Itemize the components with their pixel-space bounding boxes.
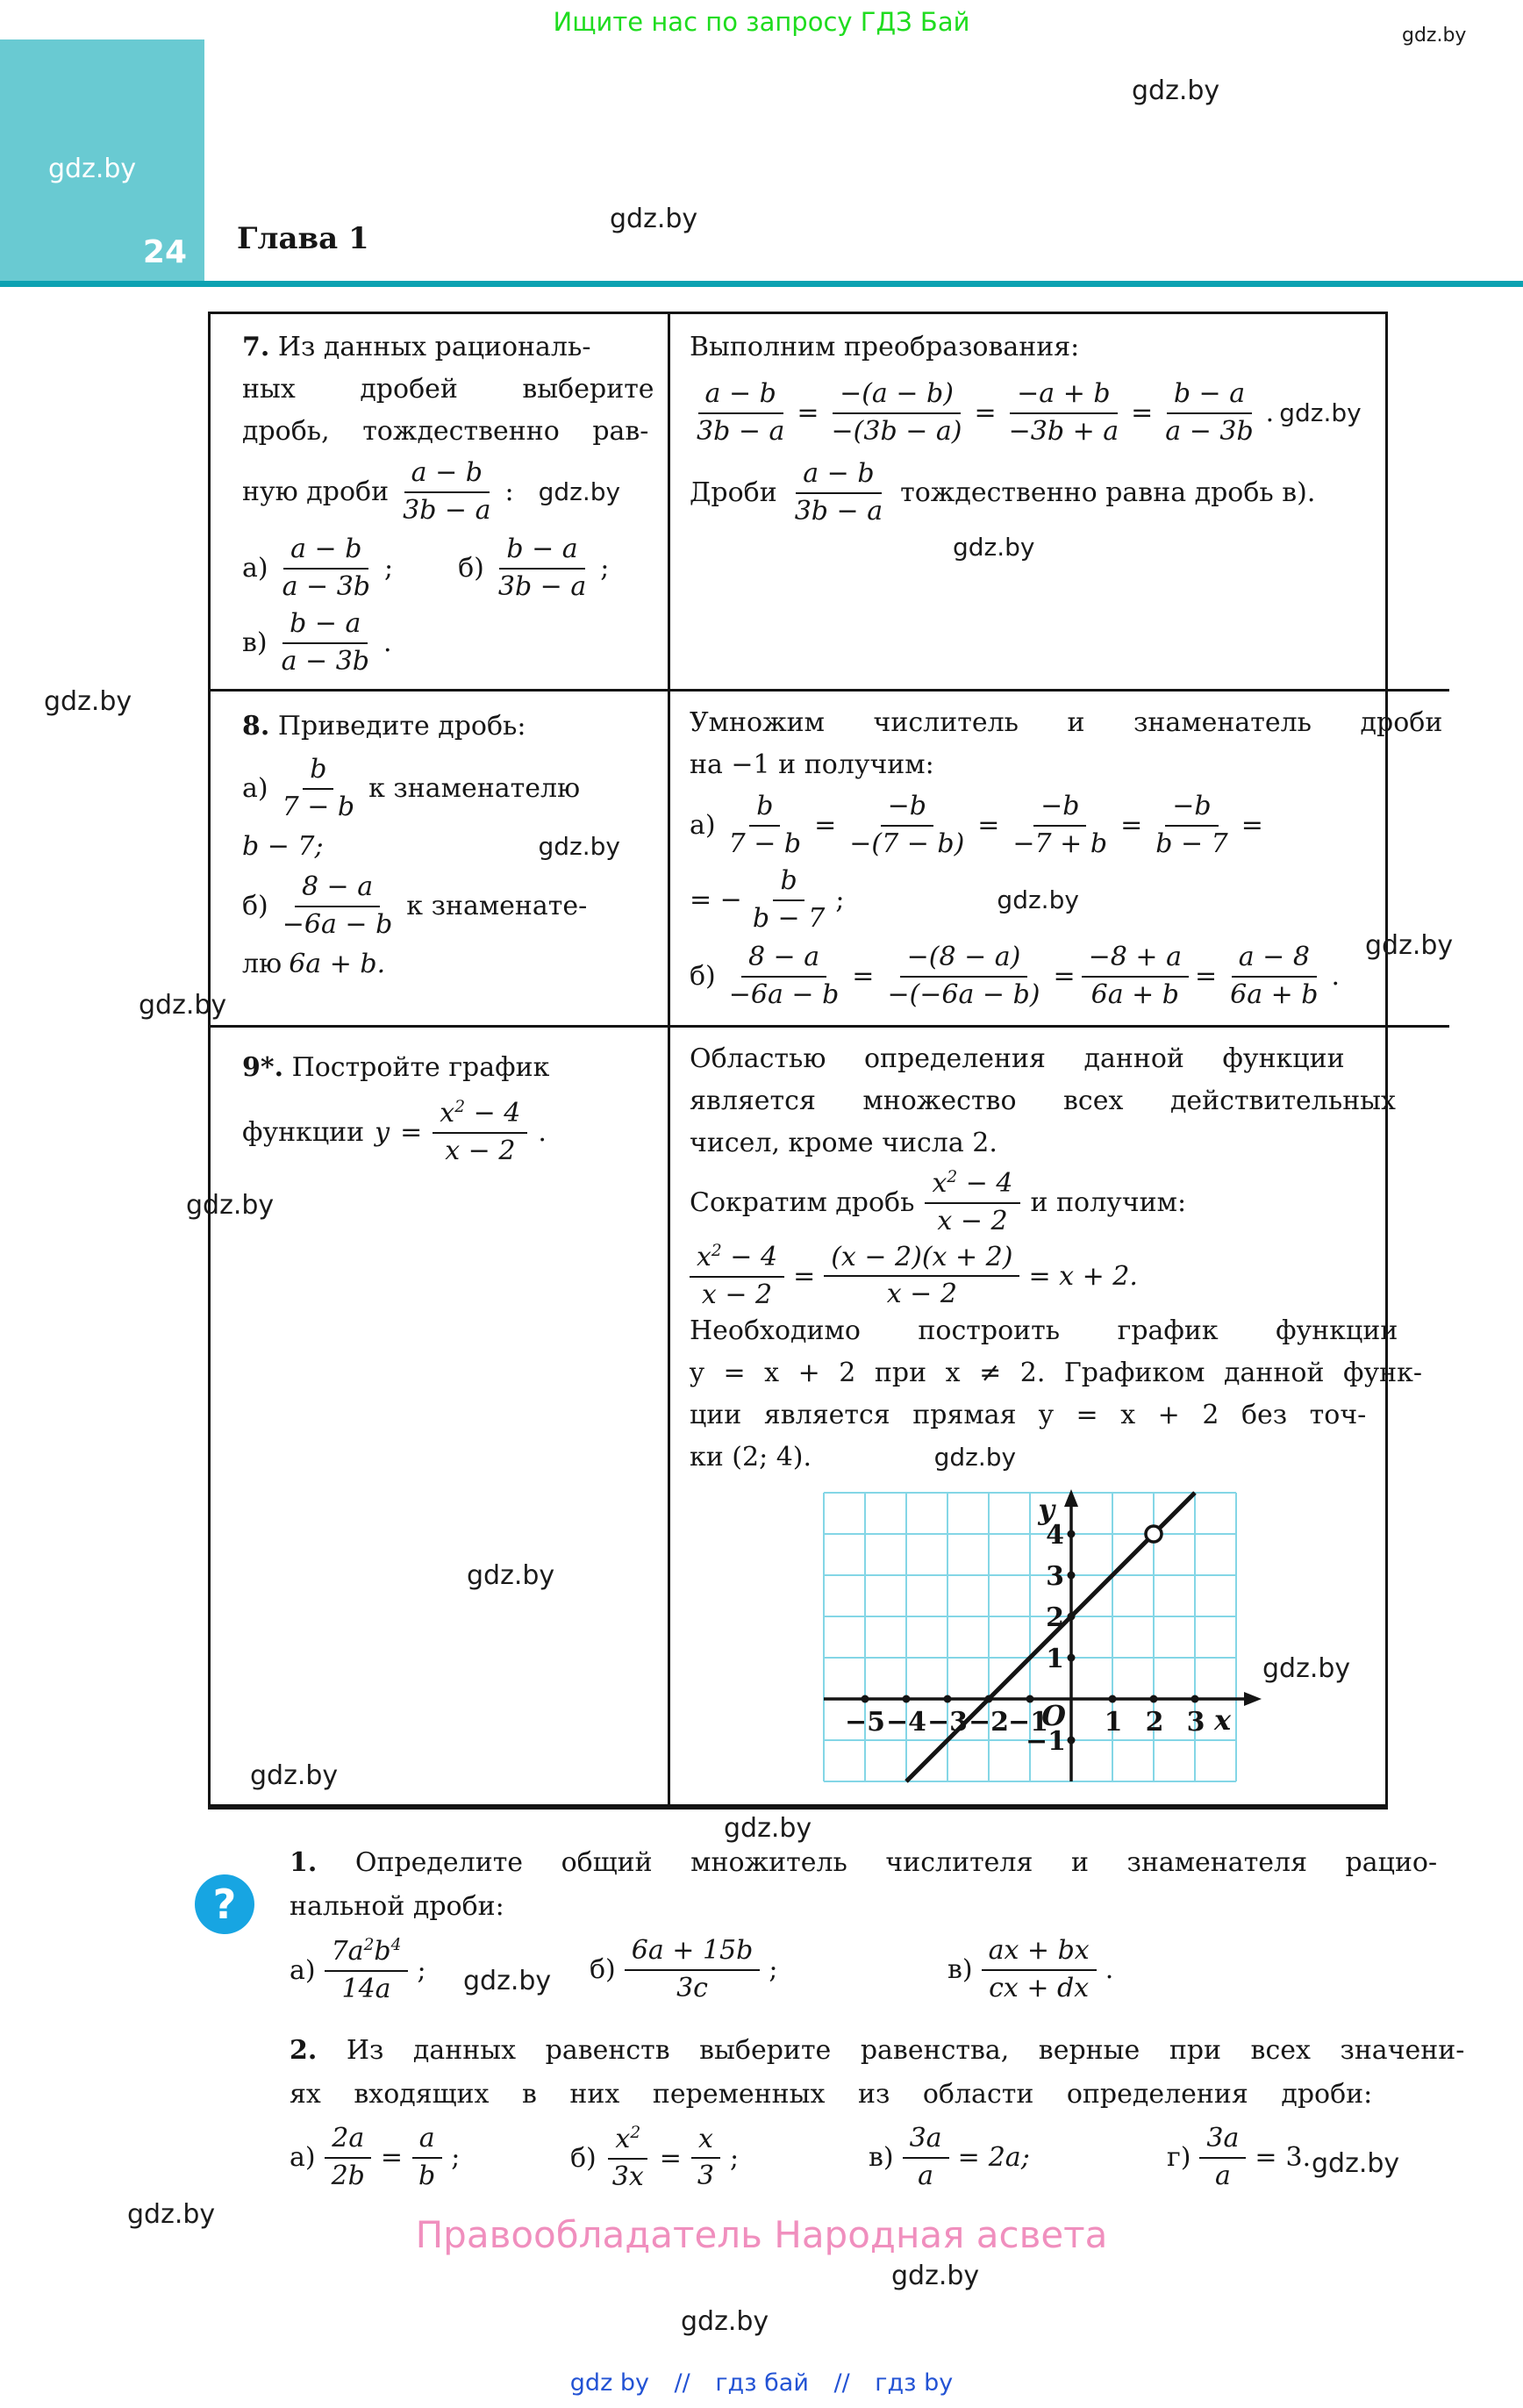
gdz-watermark: gdz.by bbox=[997, 885, 1079, 914]
question-mark-icon: ? bbox=[195, 1874, 254, 1934]
fraction: b − a a − 3b bbox=[281, 608, 369, 677]
gdz-watermark: gdz.by bbox=[139, 990, 227, 1021]
gdz-watermark: gdz.by bbox=[538, 477, 621, 506]
problem-number: 7. bbox=[242, 332, 270, 362]
fraction: $\frac{3a}{a}$ bbox=[1199, 2124, 1246, 2191]
equals-sign: = bbox=[1053, 961, 1076, 992]
fraction: a − b 3b − a bbox=[403, 457, 491, 526]
solution-text: Областью определения данной функции bbox=[690, 1043, 1345, 1074]
question-2-items bbox=[290, 2124, 1404, 2225]
x-tick-label: 3 bbox=[1186, 1707, 1205, 1738]
x-tick-label: 2 bbox=[1145, 1707, 1164, 1738]
footer-links bbox=[0, 2369, 1523, 2397]
top-banner: Ищите нас по запросу ГДЗ Бай bbox=[553, 7, 970, 37]
x-tick-label: −5 bbox=[844, 1707, 886, 1738]
option-label: в) bbox=[242, 627, 268, 658]
gdz-watermark: gdz.by bbox=[933, 1443, 1017, 1472]
y-tick-label: 4 bbox=[1046, 1520, 1064, 1551]
solution-text: Сократим дробь bbox=[690, 1186, 915, 1218]
gdz-watermark: gdz.by bbox=[463, 1966, 552, 1996]
fraction: 8 − a −6a − b bbox=[282, 871, 393, 940]
function-graph bbox=[821, 1487, 1264, 1790]
question-item bbox=[590, 1936, 777, 2003]
gdz-watermark: gdz.by bbox=[127, 2199, 216, 2230]
fraction: $\frac{-b}{b - 7}$ bbox=[1155, 791, 1228, 859]
option-label: а) bbox=[242, 553, 268, 584]
gdz-watermark: gdz.by bbox=[1312, 2148, 1400, 2179]
solution-text: является множество всех действительных bbox=[690, 1086, 1396, 1116]
equals-sign: = bbox=[977, 810, 1000, 841]
gdz-watermark: gdz.by bbox=[48, 154, 137, 184]
punctuation: ; bbox=[451, 2142, 461, 2173]
math-text: 6a + b. bbox=[289, 949, 386, 979]
question-item bbox=[869, 2124, 1030, 2191]
x-axis-arrow bbox=[1244, 1692, 1262, 1706]
fraction: 6a + 15b 3c bbox=[625, 1936, 761, 2003]
solution-text: и получим: bbox=[1030, 1186, 1187, 1218]
gdz-watermark: gdz.by bbox=[953, 533, 1035, 562]
solution-text: Умножим числитель и знаменатель дроби bbox=[690, 707, 1443, 738]
option-label: б) bbox=[570, 2142, 597, 2174]
option-label: а) bbox=[290, 1954, 316, 1986]
page-sidebar bbox=[0, 39, 204, 281]
fraction: $\frac{a - 8}{6a + b}$ bbox=[1230, 942, 1319, 1010]
y-tick-label: 3 bbox=[1046, 1561, 1064, 1592]
question-item bbox=[1167, 2124, 1311, 2191]
equals-sign: = bbox=[852, 961, 875, 992]
question-item bbox=[290, 1936, 426, 2004]
fraction: $\frac{8 - a}{-6a - b}$ bbox=[728, 942, 840, 1010]
header-rule bbox=[0, 281, 1523, 287]
gdz-watermark: gdz.by bbox=[724, 1813, 812, 1844]
y-tick-label: −1 bbox=[1025, 1726, 1066, 1757]
option-label: г) bbox=[1167, 2142, 1191, 2173]
fraction: $\frac{a - b}{3b - a}$ bbox=[697, 378, 785, 447]
question-text: Определите общий множитель числителя и знаменателя рацио- bbox=[354, 1847, 1438, 1878]
option-label: а) bbox=[290, 2142, 316, 2173]
gdz-watermark: gdz.by bbox=[1365, 930, 1454, 961]
solution-text: = − bbox=[690, 885, 742, 915]
fraction: $\frac{-8 + a}{6a + b}$ bbox=[1082, 942, 1189, 1010]
problem-number: 9*. bbox=[242, 1052, 284, 1083]
y-tick-label: 1 bbox=[1046, 1644, 1064, 1674]
fraction: a − b 3b − a bbox=[794, 458, 883, 527]
solution-7-cell bbox=[670, 314, 1449, 692]
chapter-title: Глава 1 bbox=[237, 221, 369, 256]
gdz-watermark: gdz.by bbox=[1132, 75, 1220, 106]
fraction: $\frac{x^2 - 4}{x - 2}$ bbox=[433, 1098, 527, 1166]
x-tick-label: −4 bbox=[885, 1707, 927, 1738]
solution-text: Дроби bbox=[690, 477, 777, 508]
x-tick-label: 1 bbox=[1104, 1707, 1123, 1738]
fraction: $\frac{b}{b - 7}$ bbox=[752, 865, 826, 934]
question-number: 1. bbox=[290, 1847, 318, 1878]
solution-text: ки (2; 4). bbox=[690, 1442, 812, 1473]
solution-text: ции является прямая y = x + 2 без точ- bbox=[690, 1400, 1367, 1430]
option-label: в) bbox=[869, 2142, 894, 2173]
question-2 bbox=[290, 2029, 1465, 2225]
equals-sign: = bbox=[797, 398, 819, 428]
fraction-numerator: $x^2 - 4$ bbox=[690, 1242, 784, 1278]
fraction-numerator: $7a^2b^4$ bbox=[325, 1936, 409, 1972]
fraction: $\frac{2a}{2b}$ bbox=[325, 2124, 372, 2191]
question-item bbox=[947, 1936, 1113, 2003]
fraction: $x^2 - 4$ x − 2 bbox=[925, 1168, 1019, 1236]
footer-separator: // bbox=[833, 2369, 850, 2397]
question-text: ях входящих в них переменных из области определения дроби: bbox=[290, 2079, 1373, 2110]
question-1 bbox=[290, 1841, 1438, 2037]
gdz-watermark: gdz.by bbox=[44, 686, 132, 717]
gdz-watermark: gdz.by bbox=[186, 1190, 275, 1221]
equals-sign: = bbox=[793, 1260, 816, 1292]
solution-text: чисел, кроме числа 2. bbox=[690, 1128, 997, 1158]
fraction: $\frac{b}{7 - b}$ bbox=[728, 791, 802, 859]
fraction: $\frac{x^2}{3x}$ bbox=[605, 2124, 651, 2192]
punctuation: ; bbox=[417, 1954, 426, 1986]
fraction: $\frac{-b}{-7 + b}$ bbox=[1012, 791, 1108, 859]
equals-sign: = bbox=[400, 1116, 423, 1148]
punctuation: . bbox=[1331, 961, 1341, 992]
solution-8-cell bbox=[670, 692, 1454, 1028]
x-tick-label: −1 bbox=[1007, 1707, 1049, 1738]
option-label: а) bbox=[690, 810, 716, 841]
problem-text: функции bbox=[242, 1116, 365, 1148]
option-label: б) bbox=[590, 1954, 616, 1985]
punctuation: ; bbox=[769, 1954, 778, 1985]
solution-text: Выполним преобразования: bbox=[690, 332, 1080, 362]
gdz-watermark: gdz.by bbox=[467, 1560, 555, 1591]
problem-text: к знаменателю bbox=[368, 773, 581, 804]
content-table bbox=[208, 312, 1454, 1810]
footer-link-gdz-by-2[interactable]: гдз by bbox=[875, 2369, 954, 2397]
fraction: b 7 − b bbox=[282, 754, 355, 822]
problem-text: Приведите дробь: bbox=[277, 711, 526, 742]
math-text: b − 7; bbox=[242, 831, 324, 862]
fraction: $\frac{-b}{-(7 - b)}$ bbox=[849, 791, 965, 859]
equals-sign: = bbox=[1241, 810, 1263, 841]
gdz-watermark: gdz.by bbox=[1279, 398, 1362, 427]
problem-text: Постройте график bbox=[291, 1052, 550, 1083]
page-number: 24 bbox=[142, 234, 187, 270]
punctuation: : bbox=[504, 477, 514, 507]
fraction: $\frac{a}{b}$ bbox=[411, 2124, 442, 2191]
fraction: $7a^2b^4$ 14a bbox=[325, 1936, 409, 2004]
x-axis-label: x bbox=[1214, 1703, 1232, 1737]
gdz-watermark: gdz.by bbox=[610, 204, 698, 234]
excluded-point bbox=[1146, 1526, 1162, 1542]
question-text: Из данных равенств выберите равенства, верные при всех значени- bbox=[346, 2035, 1465, 2066]
option-label: в) bbox=[947, 1954, 973, 1985]
question-item bbox=[570, 2124, 739, 2192]
fraction: $\frac{b - a}{a - 3b}$ bbox=[1165, 378, 1254, 447]
equals-sign: = bbox=[1255, 2142, 1277, 2173]
fraction: $\frac{-(8 - a)}{-(-6a - b)}$ bbox=[887, 942, 1040, 1010]
problem-text: дробь, тождественно рав- bbox=[242, 416, 649, 447]
origin-label: O bbox=[1041, 1699, 1066, 1732]
footer-link-gdz-by[interactable]: gdz by bbox=[569, 2369, 649, 2397]
fraction: ax + bx cx + dx bbox=[982, 1936, 1097, 2003]
problem-9-cell bbox=[211, 1028, 670, 1804]
fraction: $\frac{3a}{a}$ bbox=[903, 2124, 949, 2191]
problem-7-cell bbox=[211, 314, 670, 692]
fraction-numerator: $x^2$ bbox=[608, 2124, 647, 2160]
option-label: б) bbox=[690, 961, 716, 992]
math-text: 3. bbox=[1285, 2142, 1312, 2173]
problem-text: ных дробей выберите bbox=[242, 374, 654, 405]
math-text: y bbox=[375, 1116, 390, 1148]
x-tick-label: −3 bbox=[926, 1707, 969, 1738]
fraction: $\frac{(x - 2)(x + 2)}{x - 2}$ bbox=[824, 1243, 1019, 1310]
x-tick-label: −2 bbox=[968, 1707, 1010, 1738]
punctuation: ; bbox=[383, 553, 394, 584]
punctuation: . bbox=[383, 627, 392, 658]
gdz-watermark: gdz.by bbox=[1262, 1653, 1351, 1684]
y-axis-label: y bbox=[1038, 1493, 1055, 1526]
fraction: $\frac{x^2 - 4}{x - 2}$ bbox=[690, 1242, 784, 1310]
fraction: b − a 3b − a bbox=[497, 534, 587, 602]
equals-sign: = bbox=[957, 2142, 980, 2173]
math-text: = x + 2. bbox=[1028, 1260, 1138, 1292]
gdz-watermark: gdz.by bbox=[538, 832, 620, 861]
punctuation: ; bbox=[730, 2142, 740, 2174]
copyright-text: Правообладатель Народная асвета bbox=[415, 2213, 1108, 2256]
punctuation: . bbox=[1265, 398, 1275, 428]
solution-text: на −1 и получим: bbox=[690, 749, 934, 780]
fraction-numerator: $x^2 - 4$ bbox=[925, 1168, 1019, 1204]
math-text: 2a; bbox=[988, 2142, 1030, 2173]
fraction: $\frac{x}{3}$ bbox=[690, 2125, 721, 2192]
solution-text: тождественно равна дробь в). bbox=[900, 477, 1316, 508]
solution-text: Необходимо построить график функции bbox=[690, 1315, 1398, 1346]
gdz-watermark: gdz.by bbox=[1402, 25, 1467, 47]
problem-number: 8. bbox=[242, 711, 270, 742]
problem-text: к знаменате- bbox=[406, 891, 588, 921]
punctuation: . bbox=[538, 1116, 547, 1148]
equals-sign: = bbox=[1120, 810, 1143, 841]
question-1-items bbox=[290, 1936, 1404, 2037]
solution-9-cell bbox=[670, 1028, 1449, 1804]
equals-sign: = bbox=[380, 2142, 404, 2173]
problem-text: Из данных рациональ- bbox=[277, 332, 591, 362]
solution-text: y = x + 2 при x ≠ 2. Графиком данной функ- bbox=[690, 1358, 1422, 1388]
problem-text: лю bbox=[242, 949, 282, 979]
y-tick-label: 2 bbox=[1046, 1602, 1064, 1633]
gdz-watermark: gdz.by bbox=[250, 1760, 339, 1791]
problem-text: ную дроби bbox=[242, 477, 390, 507]
footer-link-gdz-bai[interactable]: гдз бай bbox=[715, 2369, 809, 2397]
gdz-watermark: gdz.by bbox=[891, 2261, 980, 2291]
punctuation: . bbox=[1105, 1954, 1114, 1985]
fraction: $\frac{-(a - b)}{-(3b - a)}$ bbox=[831, 378, 962, 447]
option-label: а) bbox=[242, 773, 268, 804]
equals-sign: = bbox=[1131, 398, 1154, 428]
punctuation: ; bbox=[600, 553, 610, 584]
equals-sign: = bbox=[814, 810, 837, 841]
option-label: б) bbox=[458, 553, 484, 584]
problem-8-cell bbox=[211, 692, 670, 1028]
fraction: $\frac{-a + b}{-3b + a}$ bbox=[1008, 378, 1119, 447]
question-item bbox=[290, 2124, 460, 2191]
gdz-watermark: gdz.by bbox=[681, 2306, 769, 2337]
equals-sign: = bbox=[1194, 961, 1218, 992]
question-number: 2. bbox=[290, 2035, 318, 2066]
option-label: б) bbox=[242, 891, 268, 921]
equals-sign: = bbox=[974, 398, 997, 428]
footer-separator: // bbox=[674, 2369, 690, 2397]
fraction-numerator: $x^2 - 4$ bbox=[433, 1098, 527, 1134]
fraction: a − b a − 3b bbox=[282, 534, 370, 602]
punctuation: ; bbox=[835, 885, 845, 915]
equals-sign: = bbox=[659, 2142, 682, 2174]
question-text: нальной дроби: bbox=[290, 1891, 504, 1922]
